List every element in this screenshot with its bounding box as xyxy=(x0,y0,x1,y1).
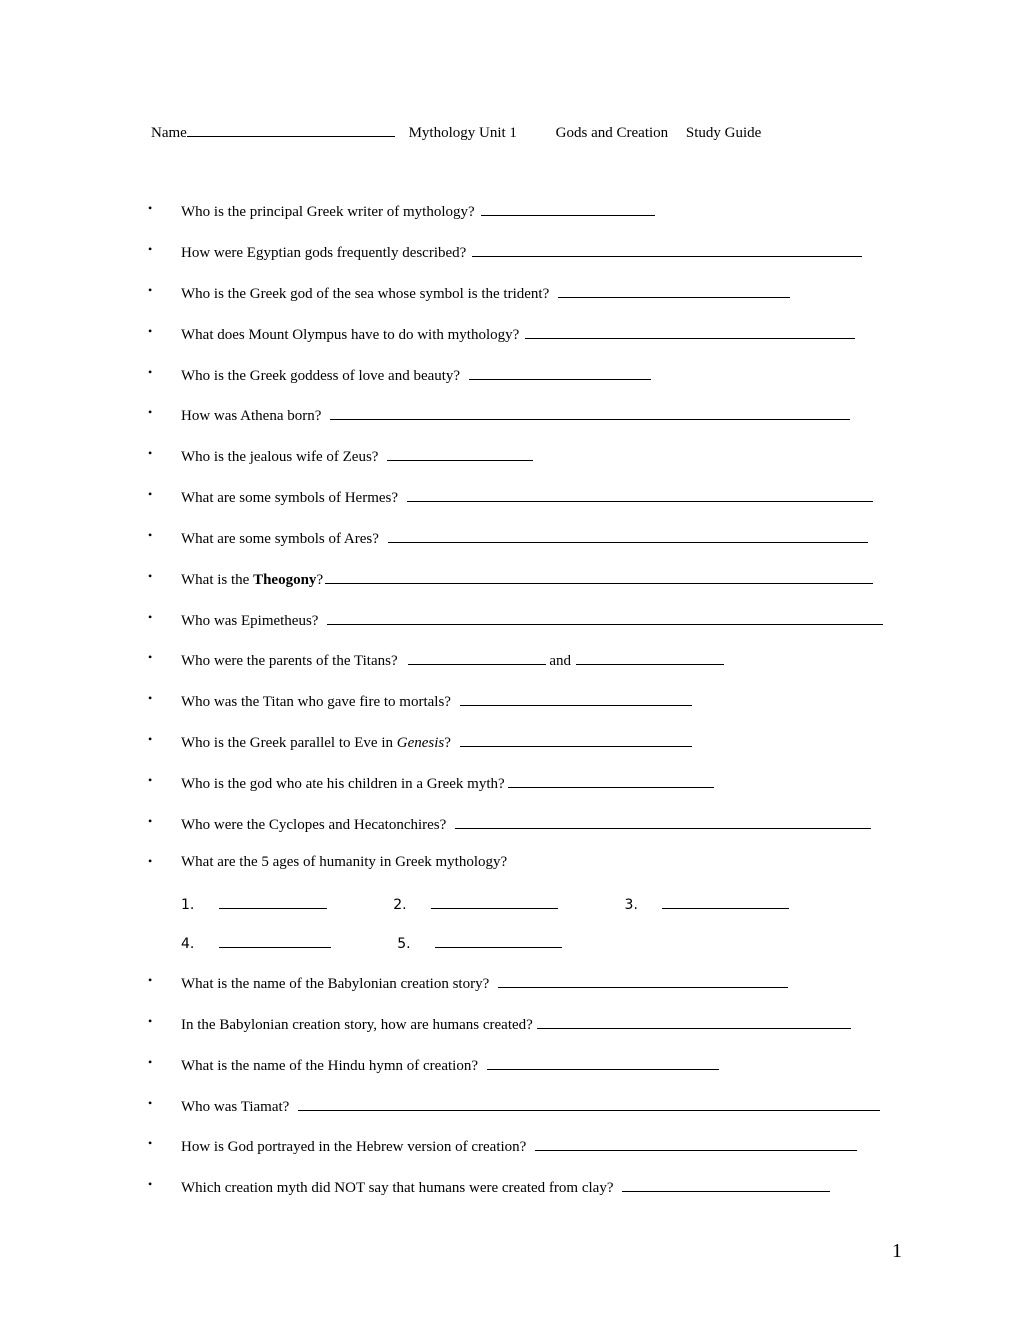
question-text: Who is the principal Greek writer of mythology? xyxy=(181,201,655,221)
answer-blank[interactable] xyxy=(576,650,724,665)
bullet-icon: • xyxy=(148,610,153,624)
question-text: What is the Theogony? xyxy=(181,569,873,589)
bullet-icon: • xyxy=(148,773,153,787)
bullet-icon: • xyxy=(148,691,153,705)
bullet-icon: • xyxy=(148,732,153,746)
ages-row-2 xyxy=(181,933,562,952)
question-text: What does Mount Olympus have to do with mythology? xyxy=(181,324,855,344)
page-number: 1 xyxy=(892,1240,902,1262)
worksheet-header xyxy=(151,122,761,142)
answer-blank[interactable] xyxy=(460,691,692,706)
question-text: How is God portrayed in the Hebrew version of creation? xyxy=(181,1136,857,1156)
bullet-icon: • xyxy=(148,487,153,501)
question-text: What are some symbols of Hermes? xyxy=(181,487,873,507)
answer-blank[interactable] xyxy=(298,1096,880,1111)
question-text: Who is the Greek goddess of love and beauty? xyxy=(181,365,651,385)
question-text: Who were the parents of the Titans? and xyxy=(181,650,724,670)
bullet-icon: • xyxy=(148,1096,153,1110)
bullet-icon: • xyxy=(148,201,153,215)
age-blank[interactable] xyxy=(219,894,327,909)
age-blank[interactable] xyxy=(662,894,789,909)
answer-blank[interactable] xyxy=(535,1136,857,1151)
answer-blank[interactable] xyxy=(508,773,714,788)
bullet-icon: • xyxy=(148,1014,153,1028)
bullet-icon: • xyxy=(148,528,153,542)
bullet-icon: • xyxy=(148,569,153,583)
age-number: 5. xyxy=(397,936,411,952)
doc-type: Study Guide xyxy=(685,125,762,141)
answer-blank[interactable] xyxy=(472,242,862,257)
answer-blank[interactable] xyxy=(498,973,788,988)
age-number: 4. xyxy=(181,936,195,952)
question-text: Which creation myth did NOT say that humans were created from clay? xyxy=(181,1177,830,1197)
name-field[interactable] xyxy=(187,122,395,137)
age-blank[interactable] xyxy=(431,894,558,909)
question-text: Who was Epimetheus? xyxy=(181,610,883,630)
question-text: Who is the jealous wife of Zeus? xyxy=(181,446,533,466)
answer-blank[interactable] xyxy=(330,405,850,420)
bullet-icon: • xyxy=(148,854,153,868)
question-text: Who is the Greek god of the sea whose symbol is the trident? xyxy=(181,283,790,303)
bullet-icon: • xyxy=(148,446,153,460)
question-text: How were Egyptian gods frequently described? xyxy=(181,242,862,262)
question-text: In the Babylonian creation story, how are humans created? xyxy=(181,1014,851,1034)
question-text: Who is the Greek parallel to Eve in Genesis? xyxy=(181,732,692,752)
answer-blank[interactable] xyxy=(407,487,873,502)
course-title: Mythology Unit 1 xyxy=(408,125,517,141)
bullet-icon: • xyxy=(148,242,153,256)
answer-blank[interactable] xyxy=(387,446,533,461)
answer-blank[interactable] xyxy=(537,1014,851,1029)
bullet-icon: • xyxy=(148,973,153,987)
topic-title: Gods and Creation xyxy=(555,125,669,141)
answer-blank[interactable] xyxy=(481,201,655,216)
age-number: 3. xyxy=(624,897,638,913)
question-text: Who were the Cyclopes and Hecatonchires? xyxy=(181,814,871,834)
answer-blank[interactable] xyxy=(455,814,871,829)
bullet-icon: • xyxy=(148,324,153,338)
age-number: 2. xyxy=(393,897,407,913)
question-text: How was Athena born? xyxy=(181,405,850,425)
question-text: Who was Tiamat? xyxy=(181,1096,880,1116)
answer-blank[interactable] xyxy=(469,365,651,380)
question-text: What is the name of the Hindu hymn of creation? xyxy=(181,1055,719,1075)
question-text: Who was the Titan who gave fire to mortals? xyxy=(181,691,692,711)
bullet-icon: • xyxy=(148,814,153,828)
bullet-icon: • xyxy=(148,283,153,297)
question-text: What are some symbols of Ares? xyxy=(181,528,868,548)
answer-blank[interactable] xyxy=(487,1055,719,1070)
question-text: What is the name of the Babylonian creation story? xyxy=(181,973,788,993)
bullet-icon: • xyxy=(148,1177,153,1191)
name-label: Name xyxy=(151,125,187,141)
answer-blank[interactable] xyxy=(460,732,692,747)
answer-blank[interactable] xyxy=(622,1177,830,1192)
age-blank[interactable] xyxy=(219,933,331,948)
bullet-icon: • xyxy=(148,650,153,664)
answer-blank[interactable] xyxy=(558,283,790,298)
answer-blank[interactable] xyxy=(408,650,546,665)
bullet-icon: • xyxy=(148,405,153,419)
answer-blank[interactable] xyxy=(325,569,873,584)
ages-row-1 xyxy=(181,894,789,913)
answer-blank[interactable] xyxy=(327,610,883,625)
bullet-icon: • xyxy=(148,365,153,379)
question-text: Who is the god who ate his children in a Greek myth? xyxy=(181,773,714,793)
age-blank[interactable] xyxy=(435,933,562,948)
bullet-icon: • xyxy=(148,1136,153,1150)
question-text: What are the 5 ages of humanity in Greek mythology? xyxy=(181,854,508,870)
bullet-icon: • xyxy=(148,1055,153,1069)
answer-blank[interactable] xyxy=(525,324,855,339)
age-number: 1. xyxy=(181,897,195,913)
answer-blank[interactable] xyxy=(388,528,868,543)
